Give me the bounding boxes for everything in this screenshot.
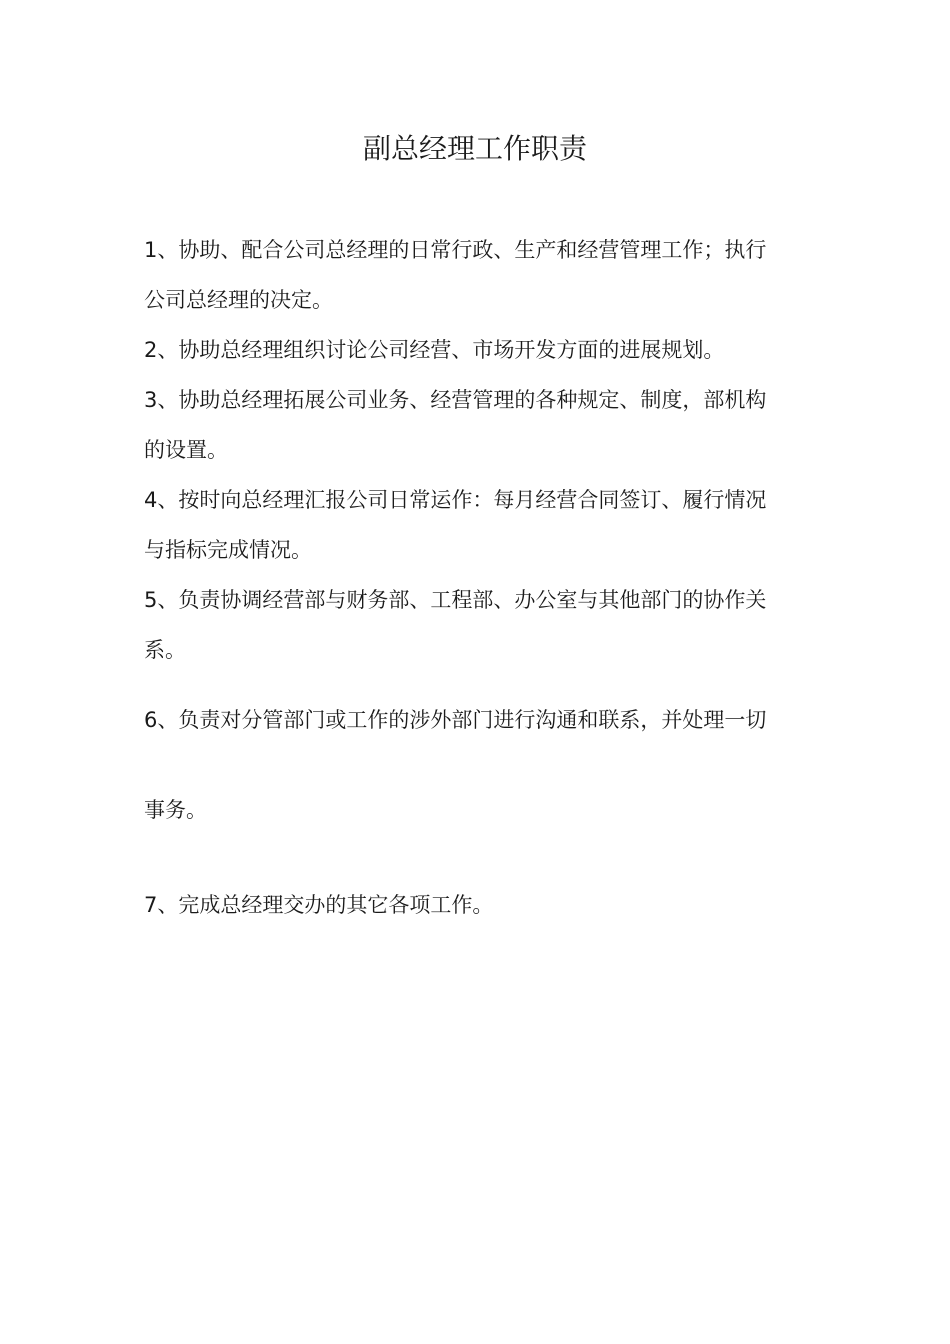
duty-1-line-2: 公司总经理的决定。 — [144, 288, 333, 312]
duty-3-line-2: 的设置。 — [144, 438, 228, 462]
duty-6-line-2: 事务。 — [144, 798, 207, 822]
duty-6-line-1: 6、负责对分管部门或工作的涉外部门进行沟通和联系，并处理一切 — [144, 708, 767, 732]
duty-5-line-1: 5、负责协调经营部与财务部、工程部、办公室与其他部门的协作关 — [144, 588, 767, 612]
duty-1-line-1: 1、协助、配合公司总经理的日常行政、生产和经营管理工作；执行 — [144, 238, 767, 262]
duty-5-line-2: 系。 — [144, 638, 186, 662]
duty-7-line-1: 7、完成总经理交办的其它各项工作。 — [144, 893, 494, 917]
document-title: 副总经理工作职责 — [362, 132, 587, 165]
duty-2-line-1: 2、协助总经理组织讨论公司经营、市场开发方面的进展规划。 — [144, 338, 725, 362]
duty-4-line-2: 与指标完成情况。 — [144, 538, 312, 562]
duty-4-line-1: 4、按时向总经理汇报公司日常运作：每月经营合同签订、履行情况 — [144, 488, 767, 512]
duty-3-line-1: 3、协助总经理拓展公司业务、经营管理的各种规定、制度，部机构 — [144, 388, 767, 412]
